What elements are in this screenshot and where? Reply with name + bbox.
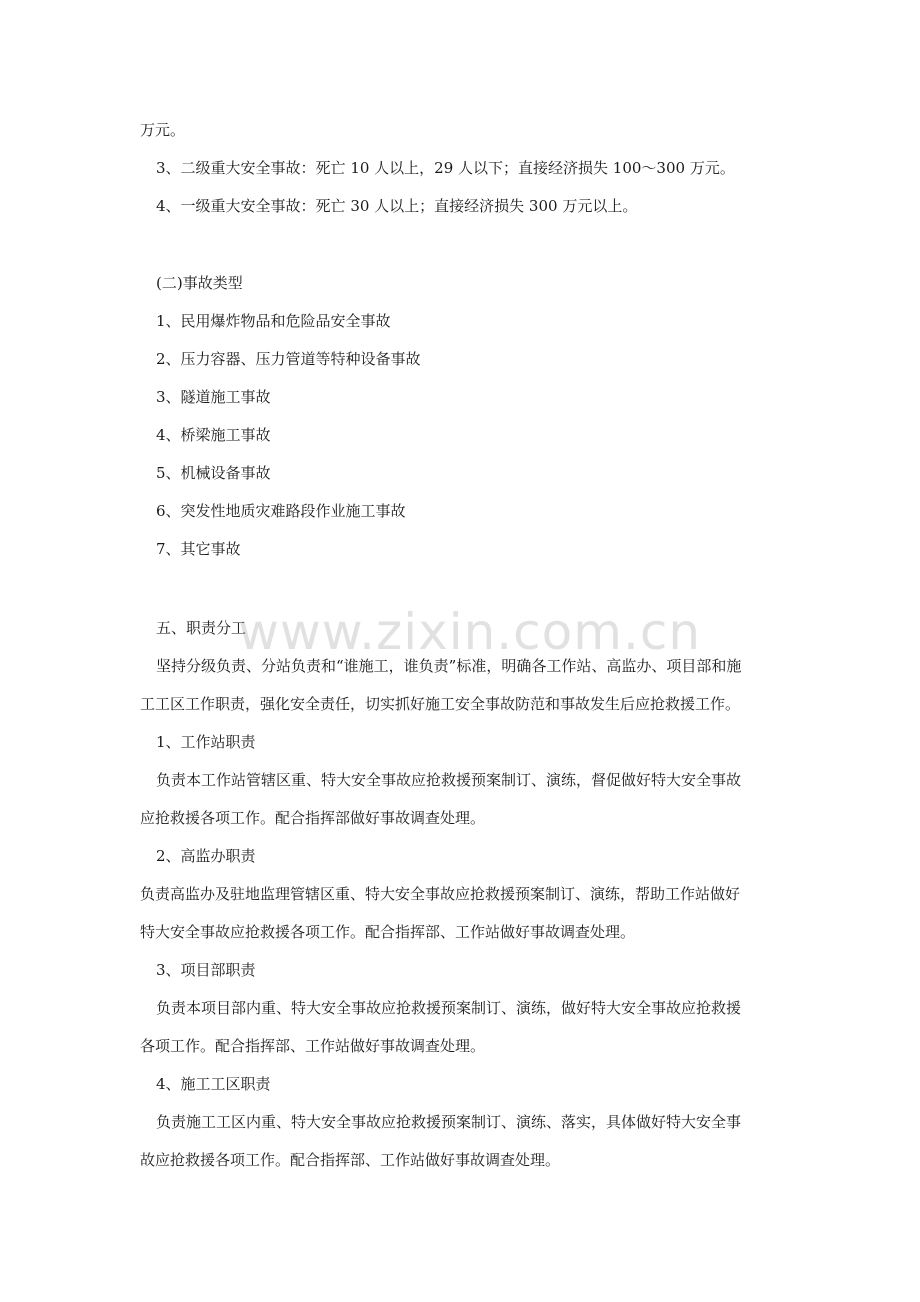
list-item: 3、二级重大安全事故：死亡 10 人以上，29 人以下；直接经济损失 100～300 万元。 bbox=[156, 159, 735, 177]
list-item: 3、隧道施工事故 bbox=[156, 388, 271, 406]
section-heading: (二)事故类型 bbox=[156, 274, 243, 292]
paragraph-line: 负责高监办及驻地监理管辖区重、特大安全事故应抢救援预案制订、演练，帮助工作站做好 bbox=[140, 885, 741, 903]
list-item: 4、一级重大安全事故：死亡 30 人以上；直接经济损失 300 万元以上。 bbox=[156, 197, 638, 215]
list-item: 5、机械设备事故 bbox=[156, 464, 271, 482]
subsection-heading: 3、项目部职责 bbox=[156, 961, 256, 979]
section-heading: 五、职责分工 bbox=[156, 619, 247, 637]
list-item: 4、桥梁施工事故 bbox=[156, 426, 271, 444]
text-line: 万元。 bbox=[140, 121, 186, 139]
paragraph-line: 负责本工作站管辖区重、特大安全事故应抢救援预案制订、演练，督促做好特大安全事故 bbox=[156, 771, 742, 789]
paragraph-line: 应抢救援各项工作。配合指挥部做好事故调查处理。 bbox=[140, 809, 486, 827]
watermark: www.zixin.com.cn bbox=[238, 603, 702, 661]
paragraph-line: 特大安全事故应抢救援各项工作。配合指挥部、工作站做好事故调查处理。 bbox=[140, 923, 636, 941]
subsection-heading: 2、高监办职责 bbox=[156, 847, 256, 865]
subsection-heading: 1、工作站职责 bbox=[156, 733, 256, 751]
list-item: 2、压力容器、压力管道等特种设备事故 bbox=[156, 350, 421, 368]
paragraph-line: 负责施工工区内重、特大安全事故应抢救援预案制订、演练、落实，具体做好特大安全事 bbox=[156, 1113, 742, 1131]
list-item: 7、其它事故 bbox=[156, 540, 241, 558]
paragraph-line: 负责本项目部内重、特大安全事故应抢救援预案制订、演练，做好特大安全事故应抢救援 bbox=[156, 999, 742, 1017]
paragraph-line: 工工区工作职责，强化安全责任，切实抓好施工安全事故防范和事故发生后应抢救援工作。 bbox=[140, 695, 741, 713]
paragraph-line: 各项工作。配合指挥部、工作站做好事故调查处理。 bbox=[140, 1037, 486, 1055]
paragraph-line: 坚持分级负责、分站负责和“谁施工，谁负责”标准，明确各工作站、高监办、项目部和施 bbox=[156, 657, 742, 675]
list-item: 1、民用爆炸物品和危险品安全事故 bbox=[156, 312, 391, 330]
list-item: 6、突发性地质灾难路段作业施工事故 bbox=[156, 502, 406, 520]
paragraph-line: 故应抢救援各项工作。配合指挥部、工作站做好事故调查处理。 bbox=[140, 1151, 561, 1169]
subsection-heading: 4、施工工区职责 bbox=[156, 1075, 271, 1093]
